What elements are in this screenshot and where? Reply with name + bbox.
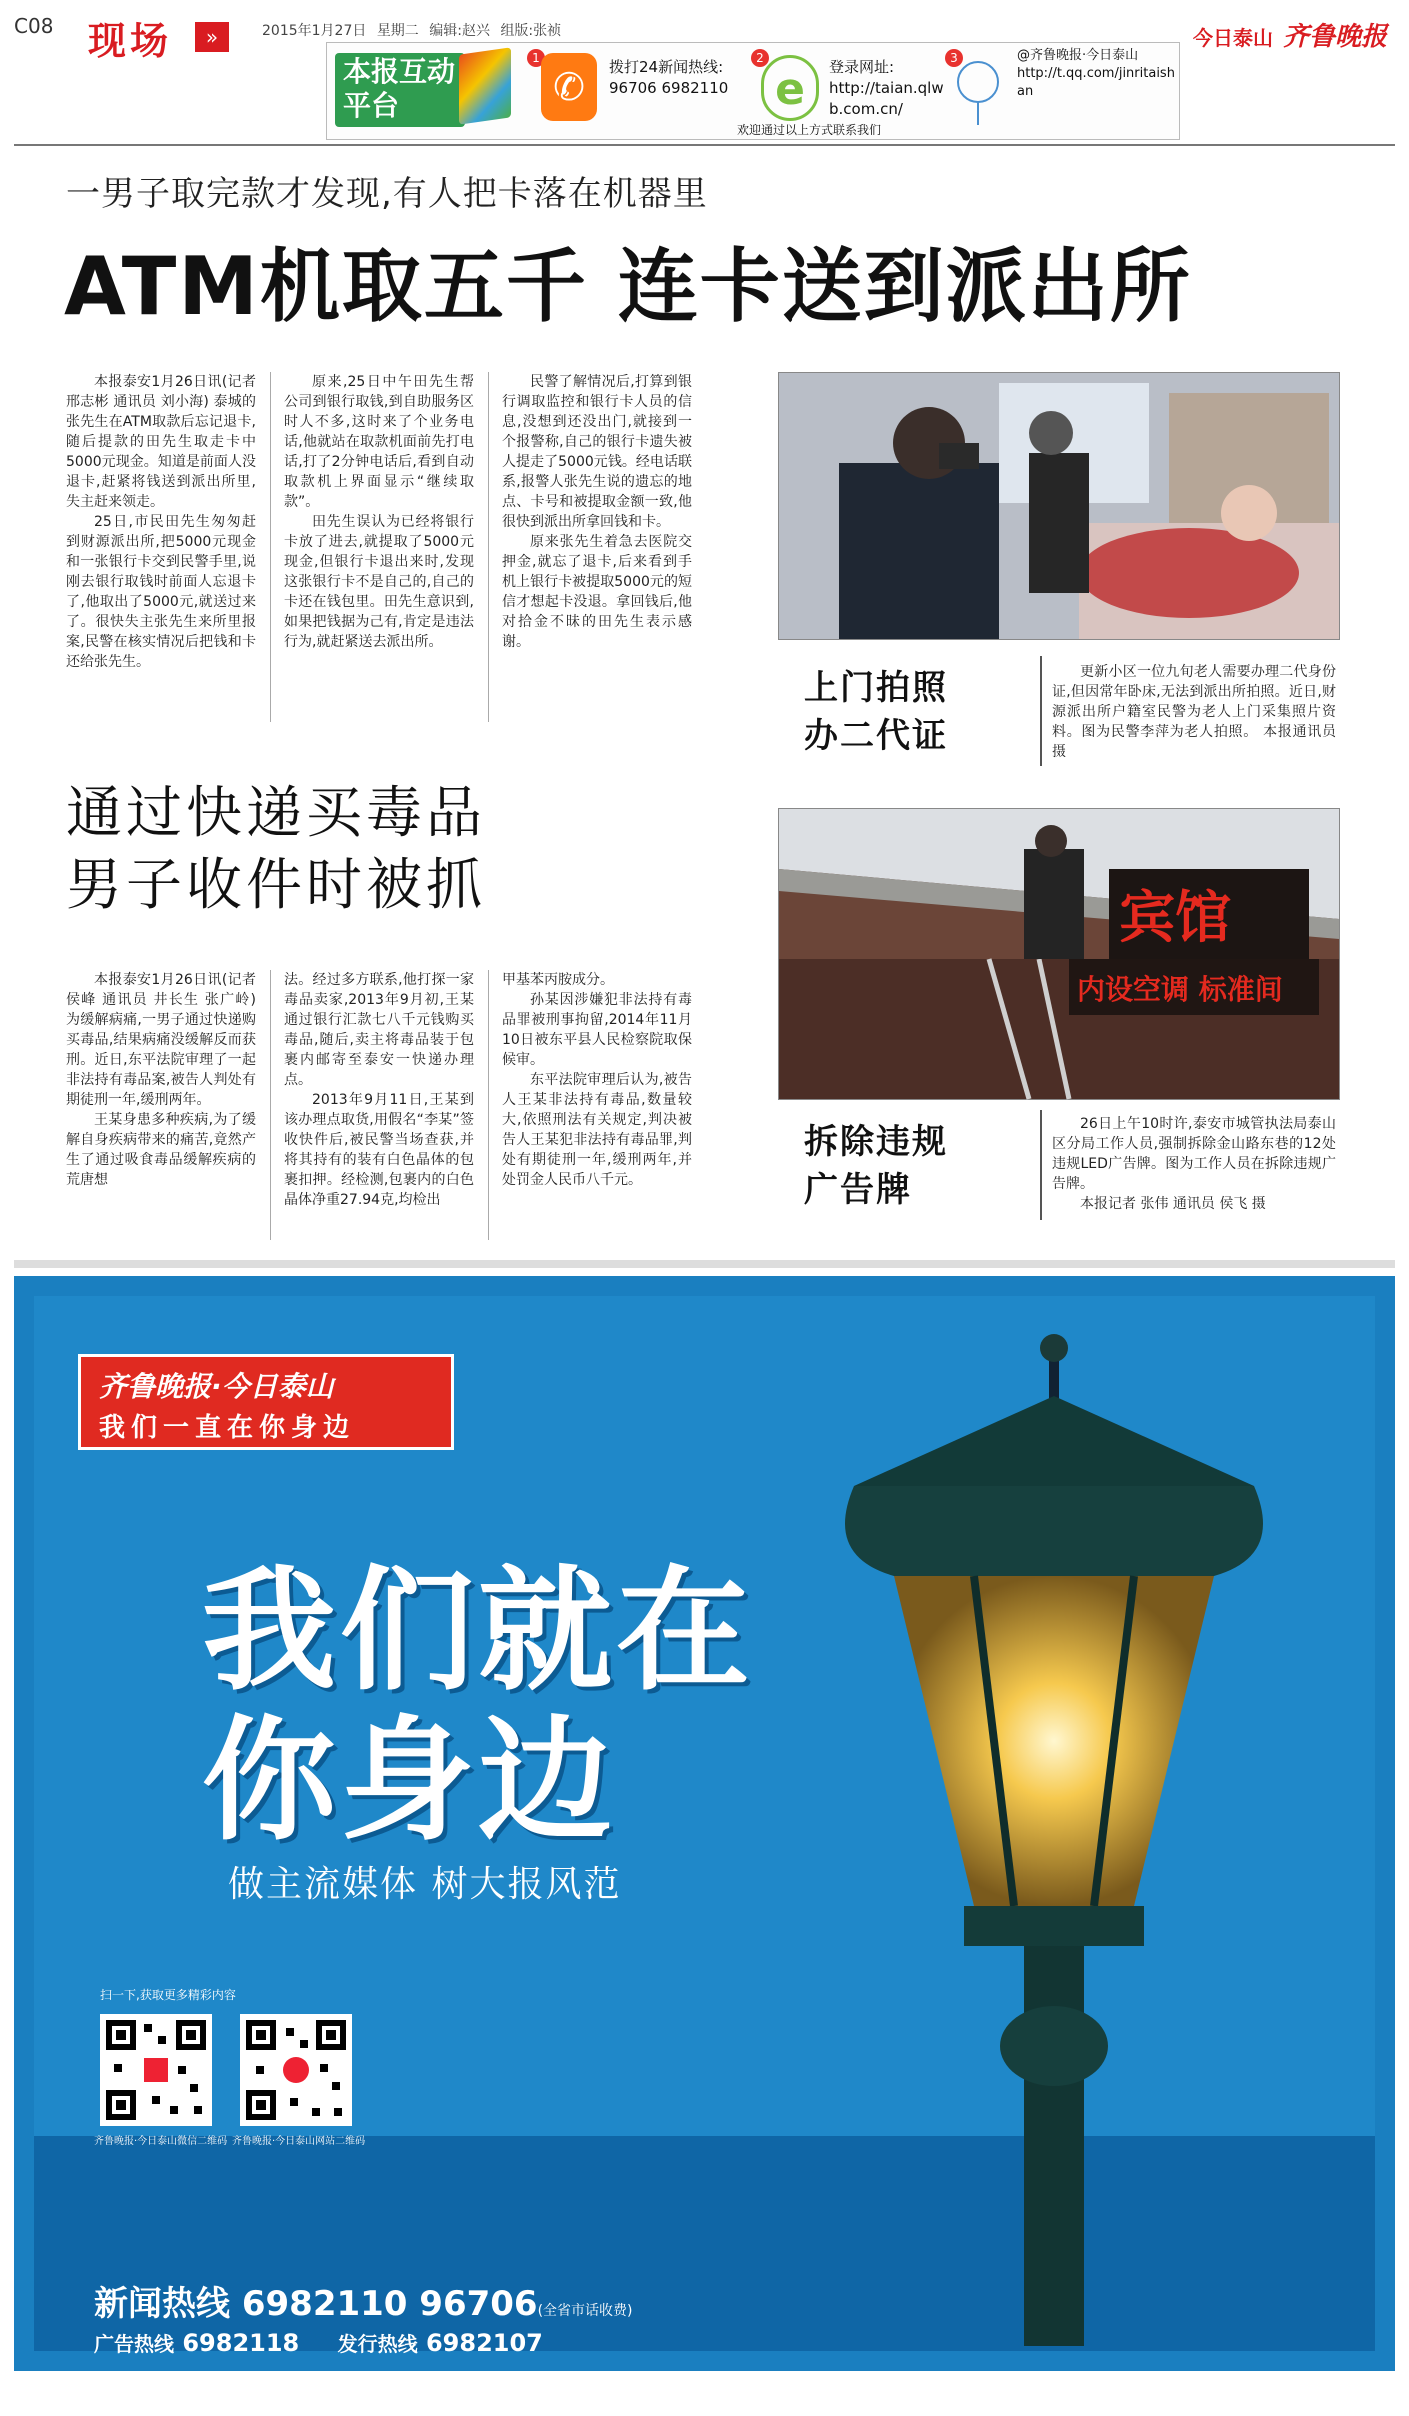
hotline-block [609, 57, 749, 99]
article2-headline-line: 通过快递买毒品 [66, 781, 486, 846]
issue-meta [262, 20, 561, 40]
article2-paragraph: 甲基苯丙胺成分。 [502, 972, 614, 988]
advert-slogan-line: 我们就在 [202, 1553, 755, 1709]
article2-paragraph: 孙某因涉嫌犯非法持有毒品罪被刑事拘留,2014年11月10日被东平县人民检察院取保候审。 [502, 992, 692, 1068]
photo2-caption-title [804, 1118, 1004, 1214]
article1-paragraph: 民警了解情况后,打算到银行调取监控和银行卡人员的信息,没想到还没出门,就接到一个报警称,自己的银行卡遗失被人提走了5000元钱。经电话联系,报警人张先生说的遗忘的地点、卡号和被提取金额一致,他很快到派出所拿回钱和卡。 [502, 374, 692, 530]
photo1-caption-text [1052, 662, 1336, 762]
article2-column-2 [284, 970, 474, 1210]
qr-pattern-icon [100, 2014, 212, 2126]
caption-divider [1040, 1110, 1042, 1220]
news-hotline-note: (全省市话收费) [537, 2303, 633, 2319]
article2-paragraph: 本报泰安1月26日讯(记者 侯峰 通讯员 井长生 张广岭) 为缓解病痛,一男子通过快递购买毒品,结果病痛没缓解反而获刑。近日,东平法院审理了一起非法持有毒品案,被告人判处有期徒刑一年,缓刑两年。 [66, 972, 256, 1108]
column-divider [270, 372, 271, 722]
issue-designer: 组版:张祯 [500, 23, 562, 39]
hotline-value[interactable]: 96706 6982110 [609, 79, 729, 97]
interaction-footer: 欢迎通过以上方式联系我们 [737, 123, 882, 137]
qr-code-website[interactable] [240, 2014, 352, 2126]
article2-paragraph: 王某身患多种疾病,为了缓解自身疾病带来的痛苦,竟然产生了通过吸食毒品缓解疾病的荒唐想 [66, 1112, 256, 1188]
article1-paragraph: 田先生误认为已经将银行卡放了进去,就提取了5000元现金,但银行卡退出来时,发现这张银行卡不是自己的,自己的卡还在钱包里。田先生意识到,如果把钱据为己有,肯定是违法行为,就赶紧送去派出所。 [284, 514, 474, 650]
phone-icon: ✆ [541, 53, 597, 121]
masthead-brand [1193, 16, 1387, 53]
article2-column-1 [66, 970, 256, 1190]
issue-editor: 编辑:赵兴 [429, 23, 490, 39]
section-title: 现场 [88, 19, 173, 63]
qr-label-wechat: 齐鲁晚报·今日泰山微信二维码 [94, 2136, 228, 2147]
website-link[interactable]: http://taian.qlwb.com.cn/ [829, 79, 944, 118]
advert-subslogan: 做主流媒体 树大报风范 [228, 1864, 622, 1905]
photo1-caption-title [804, 664, 1004, 760]
interaction-strip [326, 42, 1180, 140]
article2-headline-line: 男子收件时被抓 [66, 853, 486, 918]
qr-label-website: 齐鲁晚报·今日泰山网站二维码 [232, 2136, 366, 2147]
sign-text-sub: 内设空调 标准间 [1077, 973, 1283, 1006]
photo2-caption: 26日上午10时许,泰安市城管执法局泰山区分局工作人员,强制拆除金山路东巷的12处违规LED广告牌。图为工作人员在拆除违规广告牌。 [1052, 1116, 1336, 1192]
issue-date: 2015年1月27日 [262, 23, 367, 39]
issue-weekday: 星期二 [376, 23, 419, 39]
interaction-title: 本报互动平台 [335, 53, 465, 127]
article2-paragraph: 东平法院审理后认为,被告人王某非法持有毒品,数量较大,依照刑法有关规定,判决被告人王某犯非法持有毒品罪,判处有期徒刑一年,缓刑两年,并处罚金人民币八千元。 [502, 1072, 692, 1188]
photo1-title-line: 办二代证 [804, 716, 948, 756]
article1-column-3 [502, 372, 692, 652]
ad-hotline-label: 广告热线 [94, 2332, 174, 2356]
article2-paragraph: 2013年9月11日,王某到该办理点取货,用假名“李某”签收快件后,被民警当场查获,并将其持有的装有白色晶体的包裹扣押。经检测,包裹内的白色晶体净重27.94克,均检出 [284, 1092, 474, 1208]
photo-image [779, 373, 1339, 639]
photo2-credit: 本报记者 张伟 通讯员 侯飞 摄 [1080, 1196, 1266, 1212]
qr-caption: 扫一下,获取更多精彩内容 [100, 1988, 236, 2002]
article1-column-2 [284, 372, 474, 652]
weibo-icon [957, 61, 999, 103]
advert-slogan [202, 1553, 755, 1859]
website-label: 登录网址: [829, 58, 895, 76]
news-hotline [94, 2276, 633, 2325]
brand-logo: 齐鲁晚报 [1282, 22, 1387, 52]
advert-logo [78, 1354, 454, 1450]
caption-divider [1040, 656, 1042, 766]
article2-paragraph: 法。经过多方联系,他打探一家毒品卖家,2013年9月初,王某通过银行汇款七八千元钱购买毒品,随后,卖主将毒品装于包裹内邮寄至泰安一快递办理点。 [284, 972, 474, 1088]
photo-image [779, 809, 1339, 1099]
weibo-link[interactable]: http://t.qq.com/jinritaishan [1017, 66, 1175, 99]
dist-hotline-number: 6982107 [425, 2329, 543, 2357]
article1-headline: ATM机取五千 连卡送到派出所 [64, 240, 1192, 333]
qr-pattern-icon [240, 2014, 352, 2126]
photo2-title-line: 广告牌 [804, 1170, 912, 1210]
header-divider [14, 144, 1395, 146]
contact-line: 分类部 0538-5887601 5887602 新泰专题部 18653881036 7775110 肥城专题部 18653881077 3278977 [94, 2374, 848, 2392]
column-divider [270, 970, 271, 1240]
advert-logo-name: 齐鲁晚报·今日泰山 [99, 1370, 334, 1403]
ad-hotline-number: 6982118 [182, 2329, 300, 2357]
contact-line: 设计部 0538-6982105 邮箱:ding6666qlwb@163.com [94, 2396, 481, 2414]
advert-slogan-line: 你身边 [202, 1703, 617, 1859]
photo-sign-removal [778, 808, 1340, 1100]
photo2-caption-text [1052, 1114, 1336, 1214]
photo-police-camera [778, 372, 1340, 640]
ad-distribution-hotlines [94, 2328, 543, 2357]
advert-logo-tagline: 我们一直在你身边 [99, 1413, 356, 1443]
brand-name: 今日泰山 [1192, 26, 1273, 50]
browser-icon: e [761, 55, 819, 121]
dist-hotline-label: 发行热线 [337, 2332, 418, 2356]
photo2-title-line: 拆除违规 [804, 1122, 948, 1162]
website-block [829, 57, 947, 120]
article1-paragraph: 本报泰安1月26日讯(记者 邢志彬 通讯员 刘小海) 泰城的张先生在ATM取款后忘记退卡,随后提款的田先生取走卡中5000元现金。知道是前面人没退卡,赶紧将钱送到派出所里,失主赶来领走。 [66, 374, 256, 510]
advert-panel [14, 1276, 1395, 2414]
news-hotline-numbers: 6982110 96706 [241, 2284, 538, 2324]
article2-column-3 [502, 970, 692, 1190]
photo1-title-line: 上门拍照 [804, 668, 948, 708]
article1-paragraph: 原来,25日中午田先生帮公司到银行取钱,到自助服务区时人不多,这时来了个业务电话,他就站在取款机面前先打电话,打了2分钟电话后,看到自动取款机上界面显示“继续取款”。 [284, 374, 474, 510]
article2-headline [66, 778, 486, 922]
column-divider [488, 970, 489, 1240]
weibo-label: @齐鲁晚报·今日泰山 [1017, 48, 1139, 63]
badge-2: 2 [751, 49, 769, 67]
section-arrow-icon: » [195, 22, 229, 52]
hotline-label: 拨打24新闻热线: [609, 58, 724, 76]
badge-1: 1 [527, 49, 545, 67]
news-hotline-label: 新闻热线 [94, 2284, 230, 2324]
cube-icon [459, 47, 511, 124]
column-divider [488, 372, 489, 722]
sign-text-main: 宾馆 [1119, 886, 1231, 951]
article1-kicker: 一男子取完款才发现,有人把卡落在机器里 [66, 174, 708, 214]
article1-paragraph: 25日,市民田先生匆匆赶到财源派出所,把5000元现金和一张银行卡交到民警手里,说刚去银行取钱时前面人忘退卡了,他取出了5000元,就送过来了。很快失主张先生来所里报案,民警在核实情况后把钱和卡还给张先生。 [66, 514, 256, 670]
page-number: C08 [14, 14, 54, 38]
weibo-block [1017, 47, 1177, 101]
article1-paragraph: 原来张先生着急去医院交押金,就忘了退卡,后来看到手机上银行卡被提取5000元的短信才想起卡没退。拿回钱后,他对拾金不昧的田先生表示感谢。 [502, 534, 692, 650]
article1-column-1 [66, 372, 256, 672]
photo1-caption: 更新小区一位九旬老人需要办理二代身份证,但因常年卧床,无法到派出所拍照。近日,财源派出所户籍室民警为老人上门采集照片资料。图为民警李萍为老人拍照。 本报通讯员 摄 [1052, 664, 1336, 760]
advert-contacts [94, 2372, 848, 2416]
section-divider [14, 1260, 1395, 1268]
badge-3: 3 [945, 49, 963, 67]
qr-code-wechat[interactable] [100, 2014, 212, 2126]
